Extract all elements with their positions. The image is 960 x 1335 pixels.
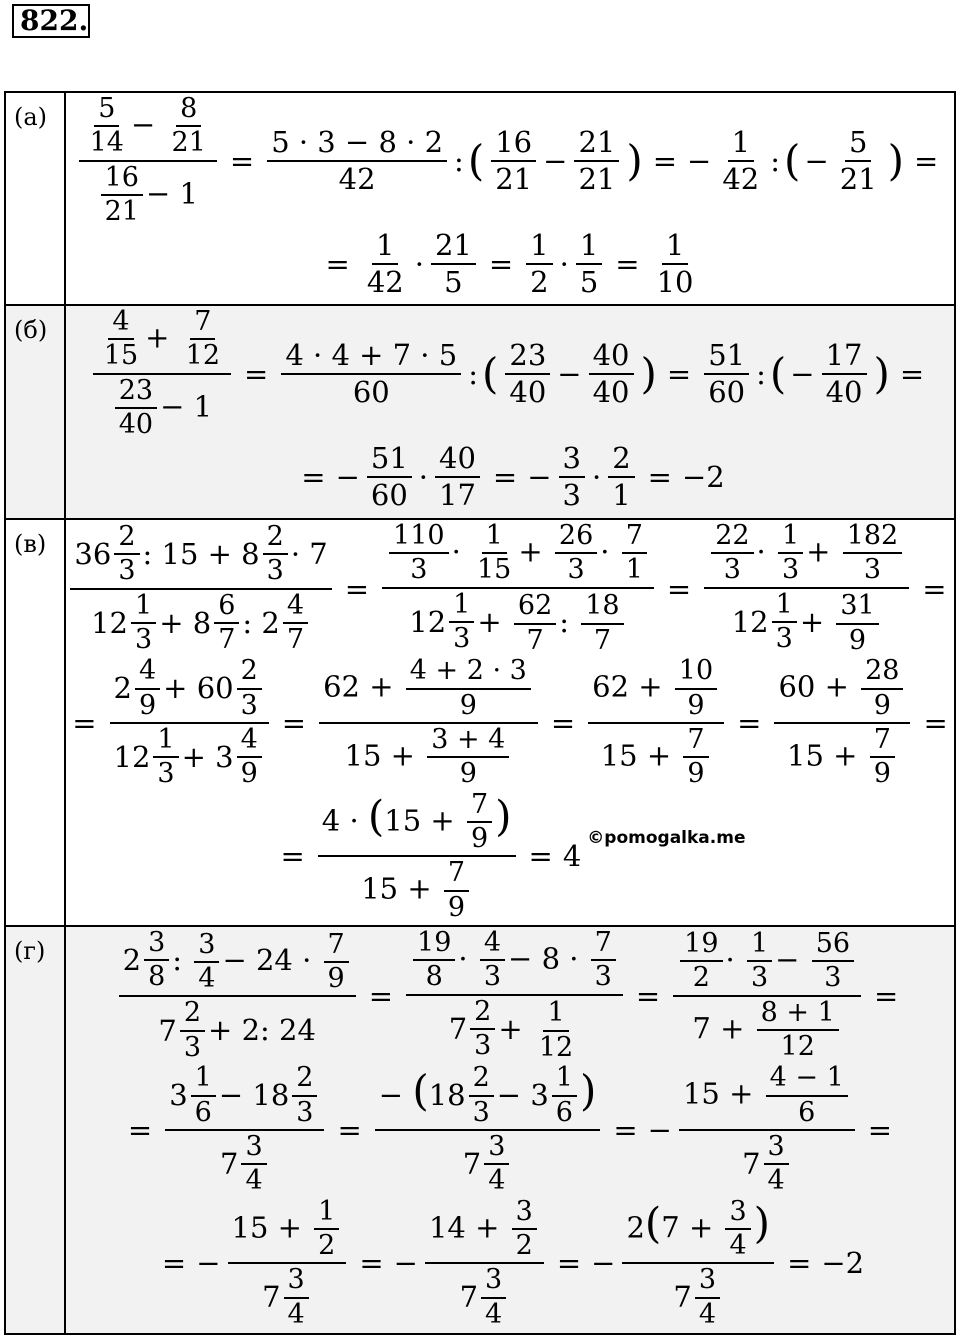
label-b: (б) [5, 305, 65, 519]
solution-table [4, 91, 956, 1335]
solution-g [65, 926, 955, 1334]
label-g: (г) [5, 926, 65, 1334]
solution-g-line1: 2 $\frac{3}{8}$ : $\frac{3}{4}$ − 24 · $\frac{7}{9}$ 7 $\frac{2}{3}$ + 2: 24 = $\frac{19}{8}$ · $\frac{4}{3}$ − 8 · $\frac{7}{3}$ 7 $\frac{2}{3}$ + $\frac{1}{12}$ = $\frac{19}{2}$ · $\frac{1}{3}$ − $\frac{56}{3}$ 7 + $\frac{8 + 1}{12}$ = [66, 929, 954, 1062]
solution-b-line2: = − $\frac{51}{60}$ · $\frac{40}{17}$ = − $\frac{3}{3}$ · $\frac{2}{1}$ = −2 [301, 441, 725, 512]
row-a [5, 92, 955, 305]
problem-number: 822. [12, 4, 90, 38]
solution-g-line2: = 3 $\frac{1}{6}$ − 18 $\frac{2}{3}$ 7 $\frac{3}{4}$ = − ( 18 $\frac{2}{3}$ − 3 $\frac{1}{6}$ ) 7 $\frac{3}{4}$ = − 15 + $\frac{4 - 1}{6}$ 7 $\frac{3}{4}$ = [127, 1062, 893, 1197]
solution-v [65, 519, 955, 926]
watermark: ©pomogalka.me [587, 828, 746, 849]
solution-g-line3: = − 15 + $\frac{1}{2}$ 7 $\frac{3}{4}$ = − 14 + $\frac{3}{2}$ 7 $\frac{3}{4}$ = − 2(7 + $\frac{3}{4}$ ) 7 $\frac{3}{4}$ = −2 [161, 1195, 865, 1330]
solution-v-line2: = 2 $\frac{4}{9}$ + 60 $\frac{2}{3}$ 12 $\frac{1}{3}$ + 3 $\frac{4}{9}$ = 62 + $\frac{4 + 2 \cdot 3}{9}$ 15 + $\frac{3 + 4}{9}$ = 62 + $\frac{10}{9}$ 15 + $\frac{7}{9}$ = 60 + $\frac{28}{9}$ 15 + $\frac{7}{9}$ = [72, 655, 948, 790]
solution-v-line1: 36 $\frac{2}{3}$ : 15 + 8 $\frac{2}{3}$ · 7 12 $\frac{1}{3}$ + 8 $\frac{6}{7}$ : 2 $\frac{4}{7}$ = $\frac{110}{3}$ · $\frac{1}{15}$ + $\frac{26}{3}$ · $\frac{7}{1}$ 12 $\frac{1}{3}$ + $\frac{62}{7}$ : $\frac{18}{7}$ = $\frac{22}{3}$ · $\frac{1}{3}$ + $\frac{182}{3}$ 12 $\frac{1}{3}$ + $\frac{31}{9}$ = [66, 522, 954, 655]
row-b [5, 305, 955, 519]
solution-a-line1: $\frac{5}{14}$ − $\frac{8}{21}$ $\frac{16}{21}$ − 1 = $\frac{5 \cdot 3 - 8 \cdot 2}{42}$ : ( $\frac{16}{21}$ − $\frac{21}{21}$ ) = − $\frac{1}{42}$ : ( − $\frac{5}{21}$ ) = [66, 95, 954, 226]
solution-b [65, 305, 955, 519]
solution-a [65, 92, 955, 305]
solution-a-line2: = $\frac{1}{42}$ · $\frac{21}{5}$ = $\frac{1}{2}$ · $\frac{1}{5}$ = $\frac{1}{10}$ [325, 228, 694, 299]
solution-v-line3: = 4 · (15 + $\frac{7}{9}$ ) 15 + $\frac{7}{9}$ = 4 ©pomogalka.me [280, 788, 746, 923]
solution-b-line1: $\frac{4}{15}$ + $\frac{7}{12}$ $\frac{23}{40}$ − 1 = $\frac{4 \cdot 4 + 7 \cdot 5}{60}$ : ( $\frac{23}{40}$ − $\frac{40}{40}$ ) = $\frac{51}{60}$ : ( − $\frac{17}{40}$ ) = [66, 308, 954, 439]
label-a: (а) [5, 92, 65, 305]
label-v: (в) [5, 519, 65, 926]
row-g [5, 926, 955, 1334]
row-v [5, 519, 955, 926]
